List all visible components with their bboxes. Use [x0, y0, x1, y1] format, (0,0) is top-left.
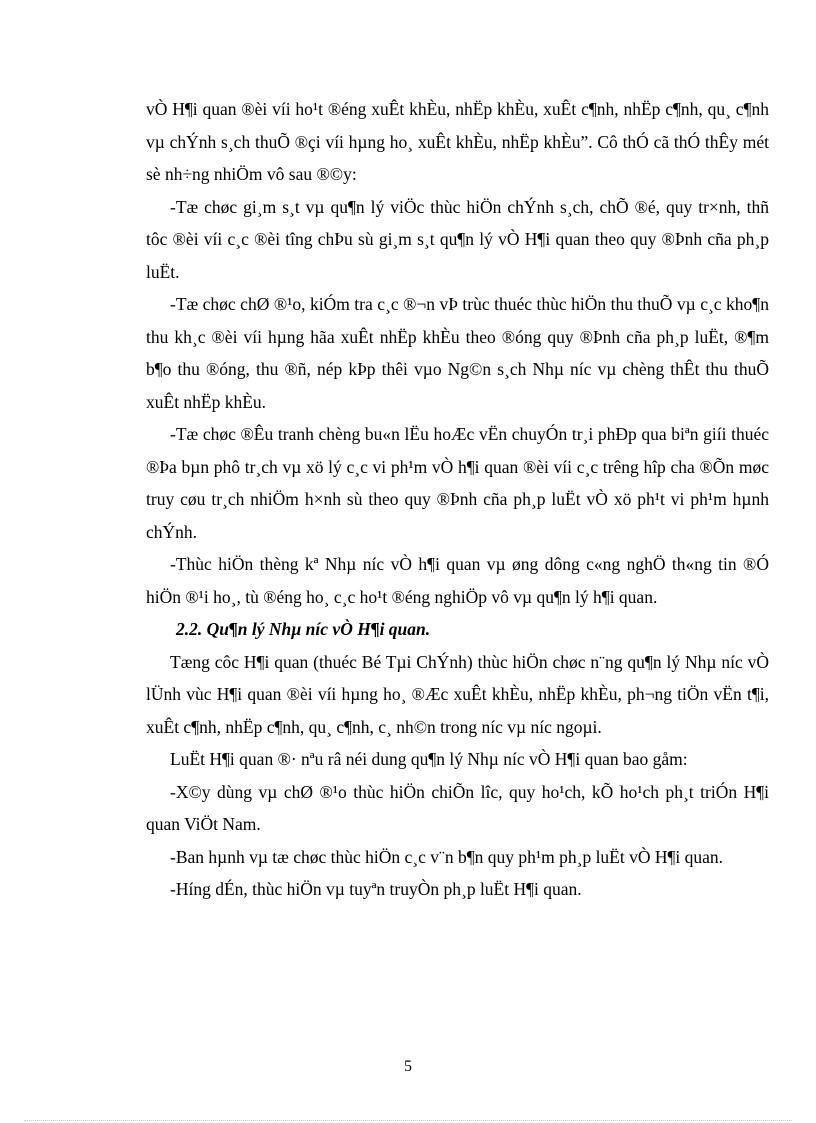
section-heading: 2.2. Qu¶n lý Nhµ níc vÒ H¶i quan.	[176, 619, 431, 639]
paragraph-continuation: vÒ H¶i quan ®èi víi ho¹t ®éng xuÊt khÈu, nhËp khÈu, xuÊt c¶nh, nhËp c¶nh, qu¸ c¶nh vµ chÝnh s¸ch thuÕ ®çi víi hµng ho¸ xuÊt khÈu, nhËp khÈu”. Cô thÓ cã thÓ thÊy mét sè nh÷ng nhiÖm vô sau ®©y:	[146, 99, 769, 184]
paragraph-task-2: -Tæ chøc chØ ®¹o, kiÓm tra c¸c ®¬n vÞ trùc thuéc thùc hiÖn thu thuÕ vµ c¸c kho¶n thu kh¸c ®èi víi hµng hãa xuÊt nhËp khÈu theo ®óng quy ®Þnh cña ph¸p luËt, ®¶m b¶o thu ®óng, thu ®ñ, nép kÞp thêi vµo Ng©n s¸ch Nhµ níc vµ chèng thÊt thu thuÕ xuÊt nhËp khÈu.	[146, 294, 769, 412]
paragraph-strategy: -X©y dùng vµ chØ ®¹o thùc hiÖn chiÕn lîc, quy ho¹ch, kÕ ho¹ch ph¸t triÓn H¶i quan ViÖt Nam.	[146, 781, 769, 834]
paragraph-general-department: Tæng côc H¶i quan (thuéc Bé Tµi ChÝnh) thùc hiÖn chøc n¨ng qu¶n lý Nhµ níc vÒ lÜnh vùc H¶i quan ®èi víi hµng ho¸ ®Æc xuÊt khÈu, nhËp khÈu, ph¬ng tiÖn vËn t¶i, xuÊt c¶nh, nhËp c¶nh, qu¸ c¶nh, c¸ nh©n trong níc vµ níc ngoµi.	[146, 651, 769, 737]
paragraph-customs-law: LuËt H¶i quan ®· nªu râ néi dung qu¶n lý Nhµ níc vÒ H¶i quan bao gåm:	[170, 749, 688, 769]
paragraph-regulations: -Ban hµnh vµ tæ chøc thùc hiÖn c¸c v¨n b¶n quy ph¹m ph¸p luËt vÒ H¶i quan.	[170, 846, 724, 867]
paragraph-guidance: -Híng dÉn, thùc hiÖn vµ tuyªn truyÒn ph¸p luËt H¶i quan.	[170, 879, 582, 899]
paragraph-task-3: -Tæ chøc ®Êu tranh chèng bu«n lËu hoÆc vËn chuyÓn tr¸i phÐp qua biªn giíi thuéc ®Þa bµn phô tr¸ch vµ xö lý c¸c vi ph¹m vÒ h¶i quan ®èi víi c¸c trêng hîp cha ®Õn møc truy cøu tr¸ch nhiÖm h×nh sù theo quy ®Þnh cña ph¸p luËt vÒ xö ph¹t vi ph¹m hµnh chÝnh.	[146, 424, 769, 542]
page-bottom-divider	[24, 1120, 792, 1121]
document-body	[146, 93, 769, 906]
paragraph-task-1: -Tæ chøc gi¸m s¸t vµ qu¶n lý viÖc thùc hiÖn chÝnh s¸ch, chÕ ®é, quy tr×nh, thñ tôc ®èi víi c¸c ®èi tîng chÞu sù gi¸m s¸t qu¶n lý vÒ H¶i quan theo quy ®Þnh cña ph¸p luËt.	[146, 196, 769, 282]
page-number: 5	[404, 1058, 412, 1075]
paragraph-task-4: -Thùc hiÖn thèng kª Nhµ níc vÒ h¶i quan vµ øng dông c«ng nghÖ th«ng tin ®Ó hiÖn ®¹i ho¸, tù ®éng ho¸ c¸c ho¹t ®éng nghiÖp vô vµ qu¶n lý h¶i quan.	[146, 554, 769, 607]
